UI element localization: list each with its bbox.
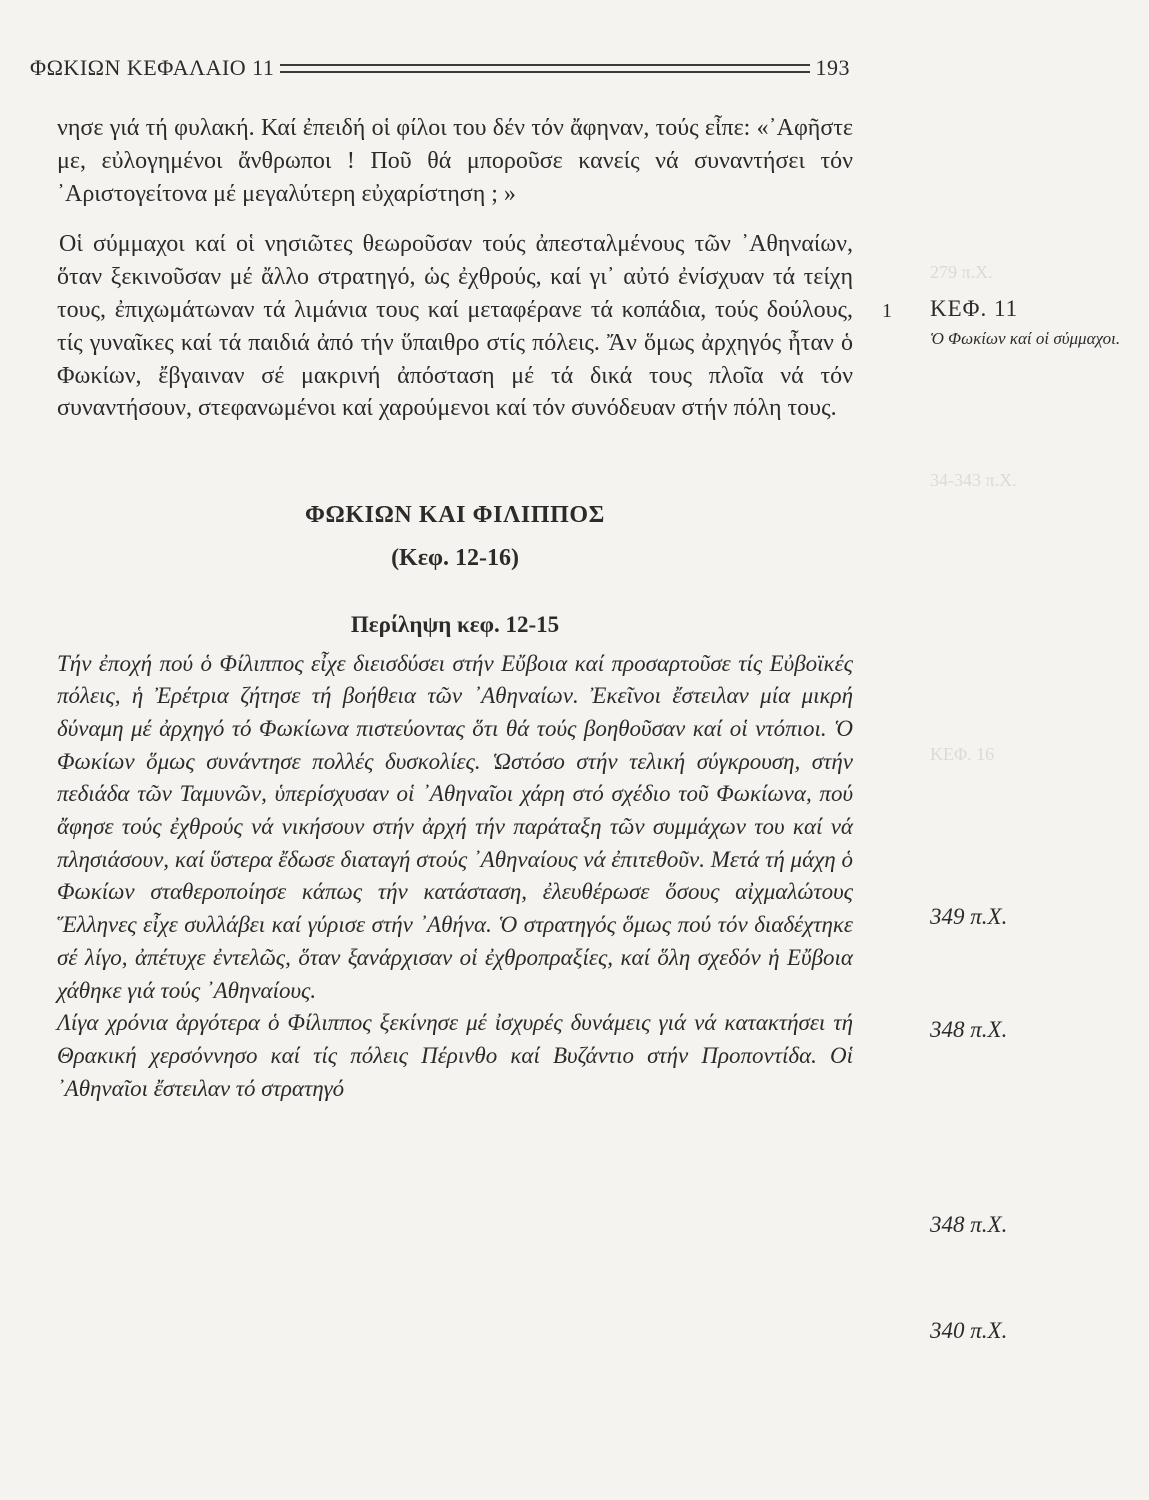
summary-title: Περίληψη κεφ. 12-15 [350, 611, 560, 637]
margin-date: 348 π.Χ. [930, 1212, 1008, 1237]
margin-date: 340 π.Χ. [930, 1318, 1008, 1343]
margin-date: 348 π.Χ. [930, 1017, 1008, 1042]
section-range: (Κεφ. 12-16) [391, 544, 519, 571]
bleed-through-text: ΚΕΦ. 16 [930, 744, 995, 764]
header-rule [280, 64, 809, 73]
running-header [30, 52, 850, 84]
bleed-through-text: 279 π.Χ. [930, 262, 993, 282]
chapter-heading: ΚΕΦ. 11 [930, 296, 1019, 321]
header-title: ΦΩΚΙΩΝ ΚΕΦΑΛΑΙΟ 11 [30, 55, 275, 80]
margin-date: 349 π.Χ. [930, 904, 1008, 929]
paragraph-1: νησε γιά τή φυλακή. Καί ἐπειδή οἱ φίλοι του δέν τόν ἄφηναν, τούς εἶπε: «᾿Αφῆστε με, εὐλογημένοι ἄνθρωποι ! Ποῦ θά μποροῦσε κανείς νά συναντήσει τόν ᾿Αριστογείτονα μέ μεγαλύτερη εὐχαρίστηση ; » [57, 115, 853, 207]
main-text [57, 112, 853, 1105]
bleed-through-text: 34-343 π.Χ. [930, 470, 1017, 490]
summary-text [57, 648, 853, 1106]
paragraph-2: Οἱ σύμμαχοι καί οἱ νησιῶτες θεωροῦσαν τούς ἀπεσταλμένους τῶν ᾿Αθηναίων, ὅταν ξεκινοῦσαν μέ ἄλλο στρατηγό, ὡς ἐχθρούς, καί γι᾿ αὐτό ἐνίσχυαν τά τείχη τους, ἐπιχωμάτωναν τά λιμάνια τους καί μεταφέρανε τά κοπάδια, τούς δούλους, τίς γυναῖκες καί τά παιδιά ἀπό τήν ὕπαιθρο στίς πόλεις. Ἄν ὅμως ἀρχηγός ἦταν ὁ Φωκίων, ἔβγαιναν σέ μακρινή ἀπόσταση μέ τά δικά τους πλοῖα νά τόν συναντήσουν, στεφανωμένοι καί χαρούμενοι καί τόν συνόδευαν στήν πόλη τους. [57, 231, 853, 422]
paragraph-number: 1 [882, 300, 892, 322]
summary-paragraph-1: Τήν ἐποχή πού ὁ Φίλιππος εἶχε διεισδύσει στήν Εὔβοια καί προσαρτοῦσε τίς Εὐβοϊκές πόλεις, ἡ Ἐρέτρια ζήτησε τή βοήθεια τῶν ᾿Αθηναίων. Ἐκεῖνοι ἔστειλαν μία μικρή δύναμη μέ ἀρχηγό τό Φωκίωνα πιστεύοντας ὅτι θά τούς βοηθοῦσαν καί οἱ ντόπιοι. Ὁ Φωκίων ὅμως συνάντησε πολλές δυσκολίες. Ὡστόσο στήν τελική σύγκρουση, στήν πεδιάδα τῶν Ταμυνῶν, ὑπερίσχυσαν οἱ ᾿Αθηναῖοι χάρη στό σχέδιο τοῦ Φωκίωνα, πού ἄφησε τούς ἐχθρούς νά νικήσουν στήν ἀρχή τήν παράταξη τῶν συμμάχων του καί νά πλησιάσουν, καί ὕστερα ἔδωσε διαταγή στούς ᾿Αθηναίους νά ἐπιτεθοῦν. Μετά τή μάχη ὁ Φωκίων σταθεροποίησε κάπως τήν κατάσταση, ἐλευθέρωσε ὅσους αἰχμαλώτους Ἕλληνες εἶχε συλλάβει καί γύρισε στήν ᾿Αθήνα. Ὁ στρατηγός ὅμως πού τόν διαδέχτηκε σέ λίγο, ἀπέτυχε ἐντελῶς, ὅταν ξανάρχισαν οἱ ἐχθροπραξίες, καί ὅλη σχεδόν ἡ Εὔβοια χάθηκε γιά τούς ᾿Αθηναίους. [57, 650, 853, 1003]
section-title: ΦΩΚΙΩΝ ΚΑΙ ΦΙΛΙΠΠΟΣ [305, 502, 605, 529]
summary-paragraph-2: Λίγα χρόνια ἀργότερα ὁ Φίλιππος ξεκίνησε μέ ἰσχυρές δυνάμεις γιά νά κατακτήσει τή Θρακική χερσόννησο καί τίς πόλεις Πέρινθο καί Βυζάντιο στήν Προποντίδα. Οἱ ᾿Αθηναῖοι ἔστειλαν τό στρατηγό [57, 1010, 853, 1101]
page-number: 193 [815, 55, 850, 80]
margin-chapter-note [882, 296, 1130, 349]
chapter-subtitle: Ὁ Φωκίων καί οἱ σύμμαχοι. [930, 329, 1121, 348]
